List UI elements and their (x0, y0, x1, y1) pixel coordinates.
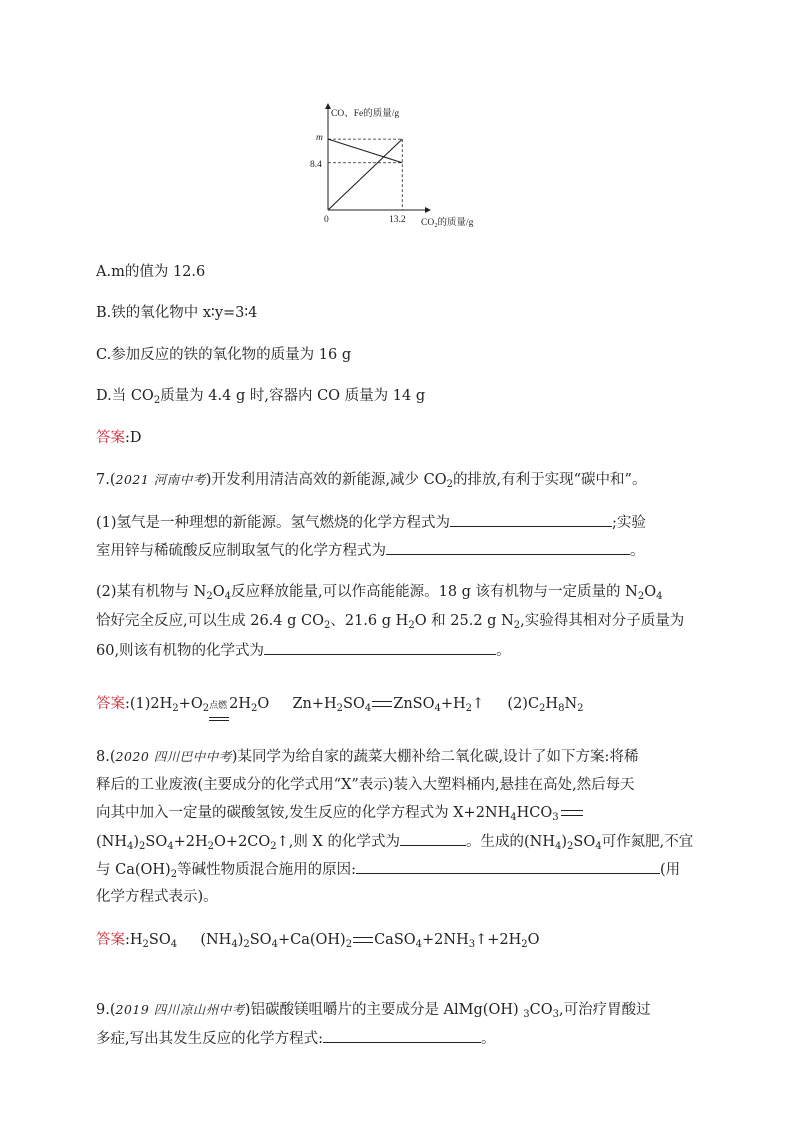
chart (300, 100, 474, 230)
answer-6: 答案:D (96, 430, 142, 446)
series-line-0 (328, 139, 402, 210)
question-8-line1: 8.(2020 四川巴中中考)某同学为给自家的蔬菜大棚补给二氧化碳,设计了如下方案:将稀 (96, 749, 639, 765)
y-tick-1: m (316, 133, 323, 143)
question-7-part2-line1: (2)某有机物与 $N_2O_4$反应释放能量,可以作高能能源。18 g 该有机物与一定质量的 $N_2O_4$ (96, 584, 663, 602)
answer-blank[interactable] (356, 859, 660, 874)
x-axis-label: CO₂的质量/g (421, 218, 474, 228)
option-a: A.m的值为 12.6 (96, 264, 206, 280)
question-7-part2-line3: 60,则该有机物的化学式为 。 (96, 640, 511, 661)
answer-7: 答案$:(1)2H_2+O_2$ 点燃 $2H_2O$ $Zn+H_2SO_4$ $ZnSO_4+H_2↑$ $(2)C_2H_8N_2$ (96, 694, 584, 714)
question-7-part1-line2: 室用锌与稀硫酸反应制取氢气的化学方程式为 。 (96, 540, 645, 561)
answer-blank[interactable] (400, 831, 466, 846)
question-7-stem: 7.(2021 河南中考)开发利用清洁高效的新能源,减少 $CO_2$的排放,有利于实现“碳中和”。 (96, 472, 647, 490)
y-tick-0: 8.4 (310, 160, 322, 170)
option-d: D.当 $CO_2$质量为 4.4 g 时,容器内 CO 质量为 14 g (96, 388, 426, 406)
x-tick-1: 13.2 (389, 215, 406, 225)
question-8-line3: 向其中加入一定量的碳酸氢铵,发生反应的化学方程式为 $X+2NH_4HCO_3$ (96, 803, 583, 823)
answer-blank[interactable] (264, 640, 496, 655)
question-8-line5: 与 $Ca(OH)_2$等碱性物质混合施用的原因: (用 (96, 859, 680, 880)
question-8-line6: 化学方程式表示)。 (96, 889, 218, 905)
question-8-line2: 释后的工业废液(主要成分的化学式用“X”表示)装入大塑料桶内,悬挂在高处,然后每天 (96, 777, 635, 793)
question-7-part2-line2: 恰好完全反应,可以生成 26.4 g $CO_2$、21.6 g $H_2O$ 和 25.2 g $N_2$,实验得其相对分子质量为 (96, 613, 685, 631)
question-9-line2: 多症,写出其发生反应的化学方程式: 。 (96, 1028, 496, 1049)
answer-8: 答案$:H_2SO_4$ $(NH_4)_2SO_4+Ca(OH)_2$ $CaSO_4+2NH_3↑+2H_2O$ (96, 932, 540, 950)
question-7-part1-line1: (1)氢气是一种理想的新能源。氢气燃烧的化学方程式为 ;实验 (96, 512, 646, 533)
series-line-1 (328, 139, 402, 163)
option-b: B.铁的氧化物中 x∶y=3∶4 (96, 305, 258, 321)
question-9-line1: 9.(2019 四川凉山州中考)铝碳酸镁咀嚼片的主要成分是 AlMg(OH) $_3CO_3$,可治疗胃酸过 (96, 1002, 651, 1020)
y-axis-label: CO、Fe的质量/g (331, 109, 400, 119)
question-8-line4: $(NH_4)_2SO_4+2H_2O+2CO_2↑$,则 X 的化学式为 。生成的$(NH_4)_2SO_4$可作氮肥,不宜 (96, 831, 693, 852)
option-c: C.参加反应的铁的氧化物的质量为 16 g (96, 347, 352, 363)
answer-blank[interactable] (323, 1028, 481, 1043)
answer-blank[interactable] (386, 540, 630, 555)
answer-blank[interactable] (450, 512, 612, 527)
x-tick-0: 0 (324, 215, 329, 225)
